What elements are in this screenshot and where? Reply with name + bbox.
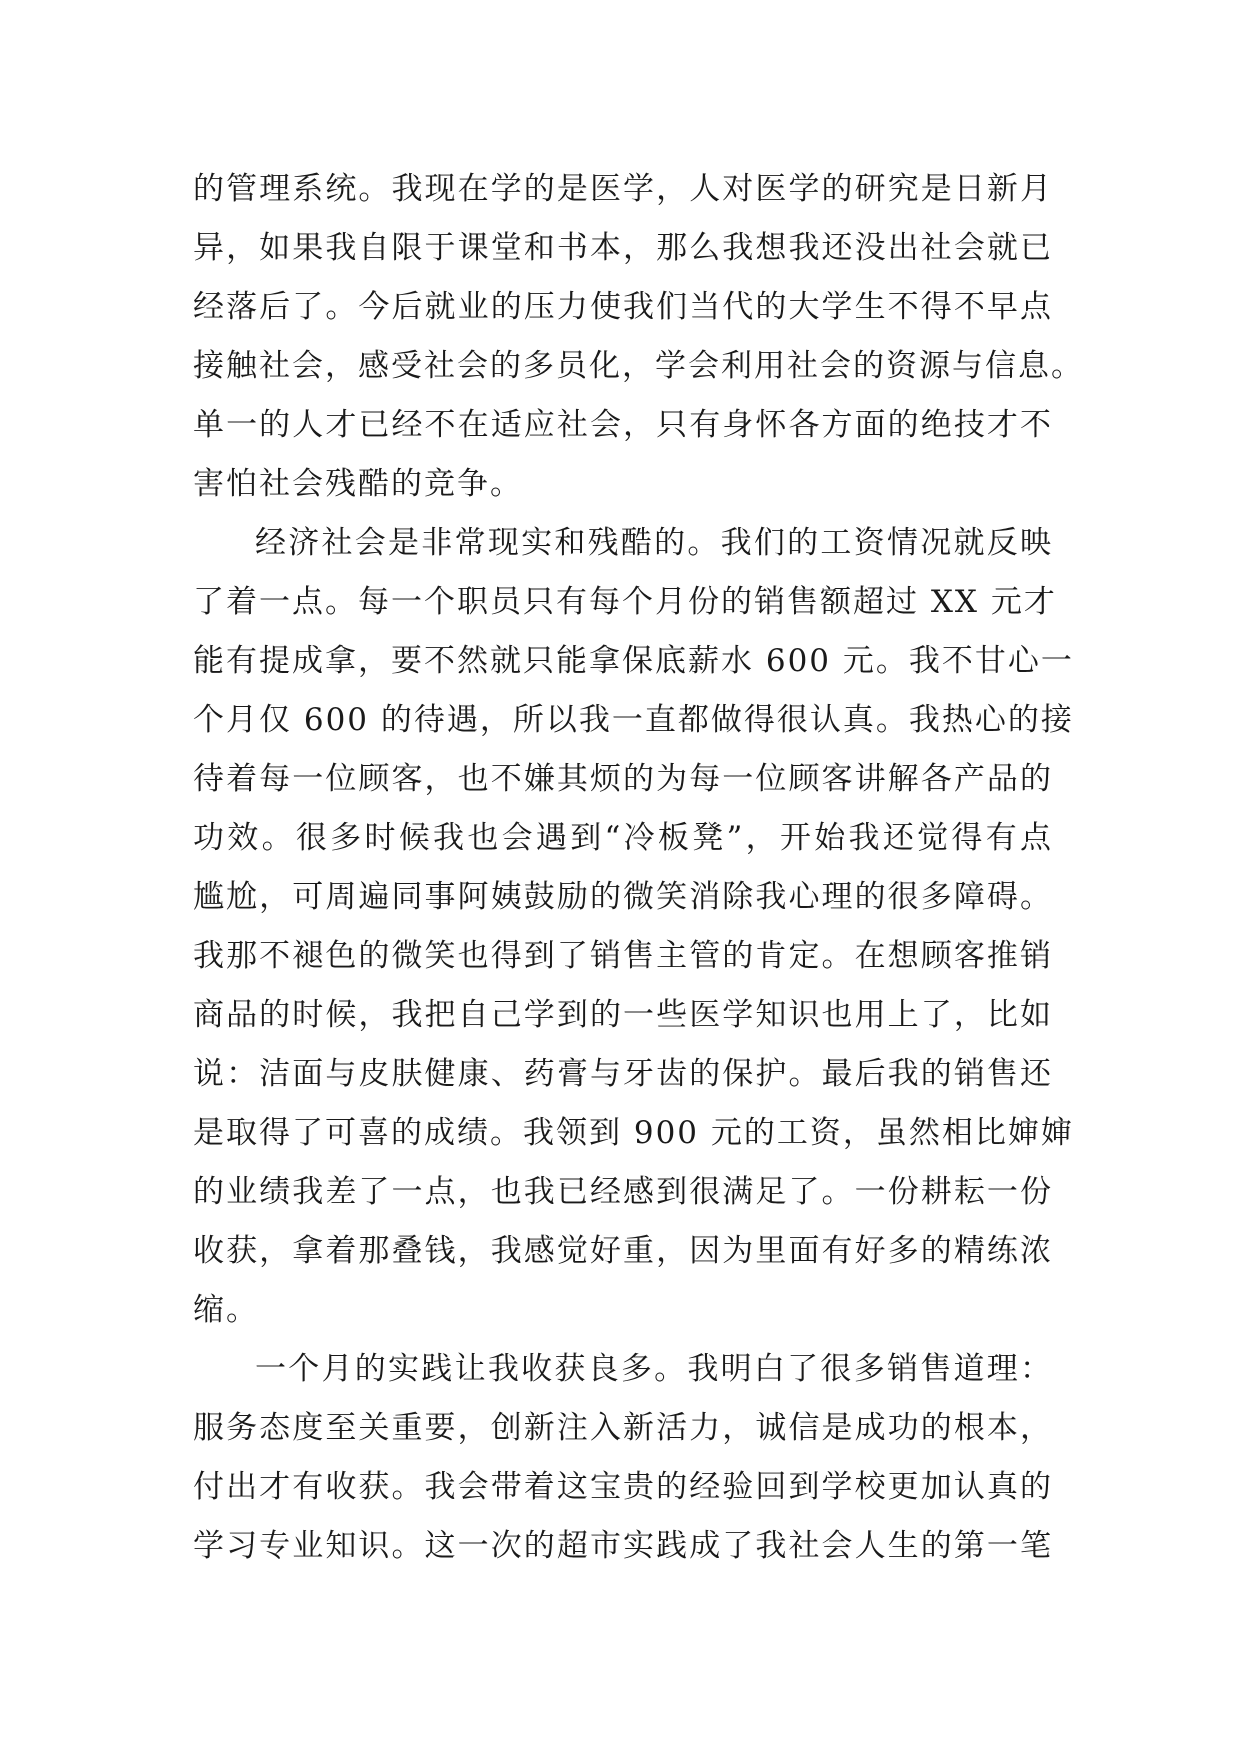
- body-text: [193, 160, 1084, 1576]
- text-line: 单一的人才已经不在适应社会，只有身怀各方面的绝技才不: [193, 407, 1053, 443]
- text-line: 付出才有收获。我会带着这宝贵的经验回到学校更加认真的: [193, 1469, 1053, 1505]
- text-line: 接触社会，感受社会的多员化，学会利用社会的资源与信息。: [193, 348, 1084, 384]
- text-line: 害怕社会残酷的竞争。: [193, 466, 523, 502]
- text-line: 我那不褪色的微笑也得到了销售主管的肯定。在想顾客推销: [193, 938, 1053, 974]
- text-line: 收获，拿着那叠钱，我感觉好重，因为里面有好多的精练浓: [193, 1233, 1053, 1269]
- text-line: 异，如果我自限于课堂和书本，那么我想我还没出社会就已: [193, 230, 1053, 266]
- text-line: 功效。很多时候我也会遇到“冷板凳”，开始我还觉得有点: [193, 820, 1053, 856]
- paragraph-first-line: 一个月的实践让我收获良多。我明白了很多销售道理：: [255, 1351, 1053, 1387]
- text-line: 个月仅 600 的待遇，所以我一直都做得很认真。我热心的接: [193, 702, 1074, 738]
- text-line: 说：洁面与皮肤健康、药膏与牙齿的保护。最后我的销售还: [193, 1056, 1053, 1092]
- paragraph-first-line: 经济社会是非常现实和残酷的。我们的工资情况就反映: [255, 525, 1053, 561]
- text-line: 经落后了。今后就业的压力使我们当代的大学生不得不早点: [193, 289, 1053, 325]
- text-line: 能有提成拿，要不然就只能拿保底薪水 600 元。我不甘心一: [193, 643, 1074, 679]
- text-line: 服务态度至关重要，创新注入新活力，诚信是成功的根本，: [193, 1410, 1053, 1446]
- text-line: 缩。: [193, 1292, 259, 1328]
- text-line: 的管理系统。我现在学的是医学，人对医学的研究是日新月: [193, 171, 1053, 207]
- text-line: 的业绩我差了一点，也我已经感到很满足了。一份耕耘一份: [193, 1174, 1053, 1210]
- text-line: 待着每一位顾客，也不嫌其烦的为每一位顾客讲解各产品的: [193, 761, 1053, 797]
- text-line: 学习专业知识。这一次的超市实践成了我社会人生的第一笔: [193, 1528, 1053, 1564]
- text-line: 商品的时候，我把自己学到的一些医学知识也用上了，比如: [193, 997, 1053, 1033]
- text-line: 了着一点。每一个职员只有每个月份的销售额超过 XX 元才: [193, 584, 1057, 620]
- text-line: 是取得了可喜的成绩。我领到 900 元的工资，虽然相比婶婶: [193, 1115, 1074, 1151]
- text-line: 尴尬，可周遍同事阿姨鼓励的微笑消除我心理的很多障碍。: [193, 879, 1053, 915]
